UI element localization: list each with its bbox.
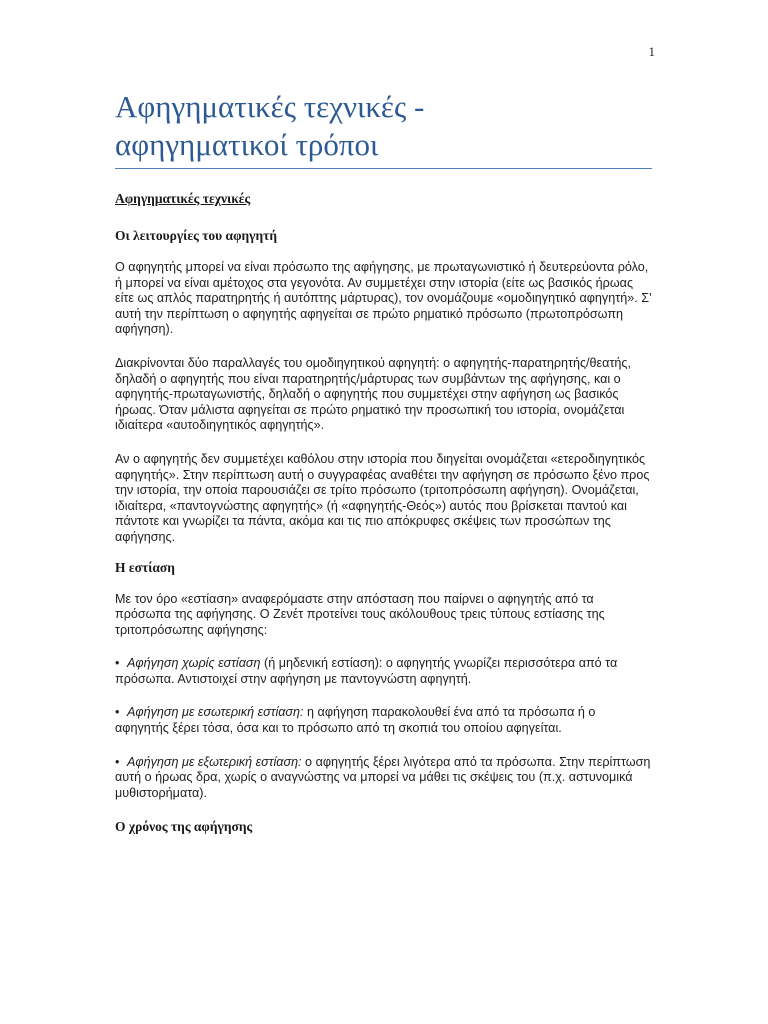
document-title bbox=[115, 88, 652, 169]
paragraph-narrator-role: Ο αφηγητής μπορεί να είναι πρόσωπο της αφήγησης, με πρωταγωνιστικό ή δευτερεύοντα ρόλο, ή μπορεί να είναι αμέτοχος στα γεγονότα. Αν συμμετέχει στην ιστορία (είτε ως βασικός ήρωας είτε ως απλός παρατηρητής ή αυτόπτης μάρτυρας), τον ονομάζουμε «ομοδιηγητικό αφηγητή». Σ’ αυτή την περίπτωση ο αφηγητής αφηγείται σε πρώτο ρηματικό πρόσωπο (πρωτοπρόσωπη αφήγηση). bbox=[115, 260, 652, 337]
bullet-term: Αφήγηση με εξωτερική εστίαση: bbox=[127, 754, 302, 769]
bullet-icon: • bbox=[115, 656, 120, 671]
paragraph-homodiegetic-variants: Διακρίνονται δύο παραλλαγές του ομοδιηγητικού αφηγητή: ο αφηγητής-παρατηρητής/θεατής, δηλαδή ο αφηγητής που είναι παρατηρητής/μάρτυρας των συμβάντων της αφήγησης, και ο αφηγητής-πρωταγωνιστής, δηλαδή ο αφηγητής που συμμετέχει στην αφήγηση ως βασικός ήρωας. Όταν μάλιστα αφηγείται σε πρώτο ρηματικό την προσωπική του ιστορία, ονομάζεται ιδιαίτερα «αυτοδιηγητικός αφηγητής». bbox=[115, 355, 631, 433]
bullet-text: (ή μηδενική εστίαση): ο αφηγητής γνωρίζει περισσότερα από τα πρόσωπα. Αντιστοιχεί στην αφήγηση με παντογνώστη αφηγητή. bbox=[115, 656, 618, 686]
title-line-1: Αφηγηματικές τεχνικές - bbox=[115, 89, 425, 124]
bullet-term: Αφήγηση χωρίς εστίαση bbox=[127, 656, 261, 671]
list-item-internal-focalization bbox=[115, 705, 652, 736]
page-number: 1 bbox=[648, 44, 655, 59]
section-heading-narrative-time: Ο χρόνος της αφήγησης bbox=[115, 819, 253, 835]
section-heading-focalization: Η εστίαση bbox=[115, 559, 175, 575]
list-item-zero-focalization bbox=[115, 656, 652, 687]
section-heading-techniques: Αφηγηματικές τεχνικές bbox=[115, 191, 251, 206]
list-item-external-focalization bbox=[115, 755, 652, 802]
bullet-icon: • bbox=[115, 754, 120, 769]
bullet-icon: • bbox=[115, 705, 120, 720]
bullet-text: η αφήγηση παρακολουθεί ένα από τα πρόσωπα ή ο αφηγητής ξέρει τόσα, όσα και το πρόσωπο από τη σκοπιά του οποίου αφηγείται. bbox=[115, 705, 596, 736]
title-line-2: αφηγηματικοί τρόποι bbox=[115, 127, 379, 162]
bullet-term: Αφήγηση με εσωτερική εστίαση: bbox=[127, 705, 304, 720]
section-heading-narrator-functions: Οι λειτουργίες του αφηγητή bbox=[115, 228, 278, 243]
paragraph-heterodiegetic: Αν ο αφηγητής δεν συμμετέχει καθόλου στην ιστορία που διηγείται ονομάζεται «ετεροδιηγητικός αφηγητής». Στην περίπτωση αυτή ο συγγραφέας αναθέτει την αφήγηση σε πρόσωπο ξένο προς την ιστορία, την οποία παρουσιάζει σε τρίτο πρόσωπο (τριτοπρόσωπη αφήγηση). Ονομάζεται, ιδιαίτερα, «παντογνώστης αφηγητής» (ή «αφηγητής-Θεός») αυτός που βρίσκεται παντού και πάντοτε και γνωρίζει τα πάντα, ακόμα και τις πιο απόκρυφες σκέψεις των προσώπων της αφήγησης. bbox=[115, 451, 650, 544]
paragraph-focalization-intro: Με τον όρο «εστίαση» αναφερόμαστε στην απόσταση που παίρνει ο αφηγητής από τα πρόσωπα της αφήγησης. Ο Ζενέτ προτείνει τους ακόλουθους τρεις τύπους εστίασης της τριτοπρόσωπης αφήγησης: bbox=[115, 591, 605, 637]
bullet-text: ο αφηγητής ξέρει λιγότερα από τα πρόσωπα. Στην περίπτωση αυτή ο ήρωας δρα, χωρίς ο αναγνώστης να μπορεί να μάθει τις σκέψεις του (π.χ. αστυνομικά μυθιστορήματα). bbox=[115, 754, 651, 800]
document-content bbox=[115, 88, 652, 835]
